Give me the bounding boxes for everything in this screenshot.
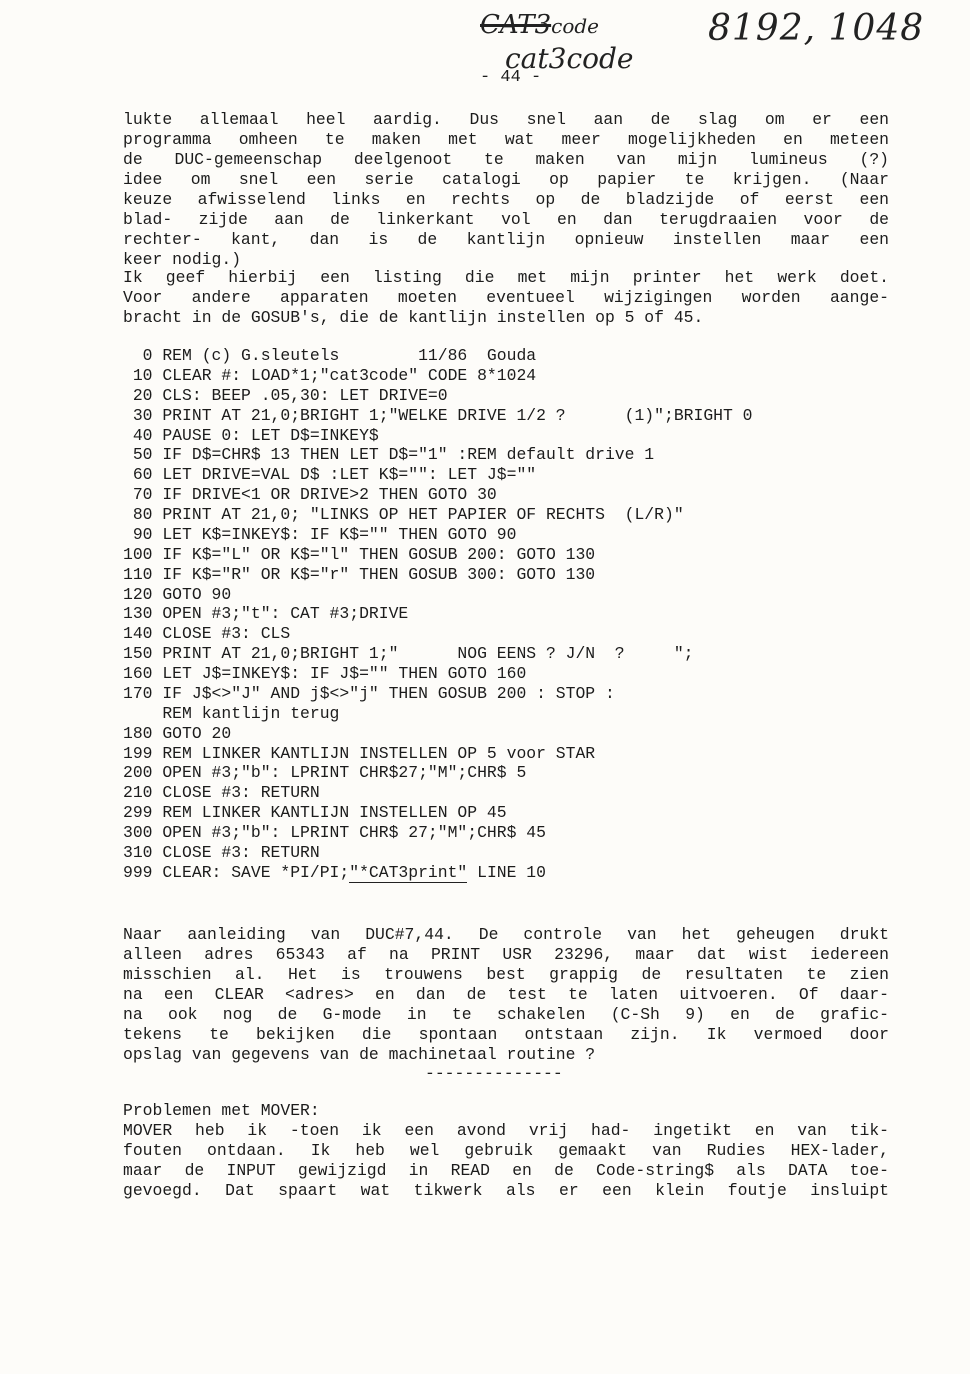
handwritten-numbers: 8192, 1048 — [708, 8, 925, 49]
listing-line: 0 REM (c) G.sleutels 11/86 Gouda — [123, 346, 537, 365]
paragraph-intro — [123, 110, 889, 270]
text-line: programma omheen te maken met wat meer mogelijkheden en meteen — [123, 130, 889, 149]
text-line: lukte allemaal heel aardig. Dus snel aan de slag om er een — [123, 110, 889, 129]
listing-line: 120 GOTO 90 — [123, 584, 232, 604]
listing-lines — [123, 346, 889, 863]
text-line: keer nodig.) — [123, 250, 242, 269]
problems-heading: Problemen met MOVER: — [123, 1101, 320, 1120]
listing-line: 100 IF K$="L" OR K$="l" THEN GOSUB 200: GOTO 130 — [123, 544, 596, 564]
text-line: fouten ontdaan. Ik heb wel gebruik gemaakt van Rudies HEX-lader, — [123, 1141, 889, 1160]
paragraph-listing-intro — [123, 268, 889, 328]
listing-last-before: 999 CLEAR: SAVE *PI/PI; — [123, 862, 350, 882]
text-line: bracht in de GOSUB's, die de kantlijn instellen op 5 of 45. — [123, 308, 704, 327]
listing-line: 70 IF DRIVE<1 OR DRIVE>2 THEN GOTO 30 — [123, 485, 497, 505]
problems-lines — [123, 1121, 889, 1201]
listing-line: 170 IF J$<>"J" AND j$<>"j" THEN GOSUB 200 : STOP : — [123, 683, 615, 703]
text-line: MOVER heb ik -toen ik een avond vrij had- ingetikt en van tik- — [123, 1121, 889, 1140]
listing-line: 40 PAUSE 0: LET D$=INKEY$ — [123, 425, 379, 445]
listing-line: 300 OPEN #3;"b": LPRINT CHR$ 27;"M";CHR$ 45 — [123, 823, 546, 842]
listing-line: 200 OPEN #3;"b": LPRINT CHR$27;"M";CHR$ 5 — [123, 763, 527, 783]
listing-line: 110 IF K$="R" OR K$="r" THEN GOSUB 300: GOTO 130 — [123, 564, 596, 584]
listing-line: 210 CLOSE #3: RETURN — [123, 783, 320, 803]
text-line: maar de INPUT gewijzigd in READ en de Code-string$ als DATA toe- — [123, 1161, 889, 1180]
text-line: opslag van gegevens van de machinetaal routine ? — [123, 1045, 596, 1064]
listing-last-after: LINE 10 — [467, 862, 546, 882]
text-line: misschien al. Het is trouwens best grappig de resultaten te zien — [123, 965, 889, 984]
listing-line: 50 IF D$=CHR$ 13 THEN LET D$="1" :REM default drive 1 — [123, 445, 655, 465]
text-line: de DUC-gemeenschap deelgenoot te maken van mijn lumineus (?) — [123, 150, 889, 169]
listing-line: 30 PRINT AT 21,0;BRIGHT 1;"WELKE DRIVE 1/2 ? (1)";BRIGHT 0 — [123, 405, 753, 425]
listing-line: 10 CLEAR #: LOAD*1;"cat3code" CODE 8*1024 — [123, 365, 537, 385]
paragraph-duc-memory-test — [123, 925, 889, 1065]
listing-line: 199 REM LINKER KANTLIJN INSTELLEN OP 5 voor STAR — [123, 743, 596, 763]
basic-listing — [123, 346, 889, 883]
text-line: Ik geef hierbij een listing die met mijn printer het werk doet. — [123, 268, 889, 287]
listing-line: 140 CLOSE #3: CLS — [123, 624, 291, 644]
text-line: tekens te bekijken die spontaan ontstaan zijn. Ik vermoed door — [123, 1025, 889, 1044]
struck-suffix: code — [551, 14, 600, 38]
listing-line-999 — [123, 863, 889, 883]
text-line: rechter- kant, dan is de kantlijn opnieuw instellen maar een — [123, 230, 889, 249]
listing-line: 130 OPEN #3;"t": CAT #3;DRIVE — [123, 604, 409, 624]
listing-line: 160 LET J$=INKEY$: IF J$="" THEN GOTO 160 — [123, 664, 527, 683]
listing-line: 299 REM LINKER KANTLIJN INSTELLEN OP 45 — [123, 803, 507, 823]
text-line: na ook nog de G-mode in te schakelen (C-Sh 9) en de grafic- — [123, 1005, 889, 1024]
listing-line: 60 LET DRIVE=VAL D$ :LET K$="": LET J$="" — [123, 465, 537, 485]
listing-line: 310 CLOSE #3: RETURN — [123, 842, 320, 862]
listing-line: REM kantlijn terug — [123, 703, 340, 723]
text-line: alleen adres 65343 af na PRINT USR 23296, maar dat wist iedereen — [123, 945, 889, 964]
listing-line: 150 PRINT AT 21,0;BRIGHT 1;" NOG EENS ? J/N ? "; — [123, 644, 694, 664]
listing-line: 20 CLS: BEEP .05,30: LET DRIVE=0 — [123, 385, 448, 405]
text-line: Naar aanleiding van DUC#7,44. De controle van het geheugen drukt — [123, 925, 889, 944]
struck-word: CAT3 — [480, 10, 552, 40]
page-number: - 44 - — [480, 68, 542, 87]
section-divider: -------------- — [425, 1064, 563, 1083]
text-line: gevoegd. Dat spaart wat tikwerk als er een klein foutje insluipt — [123, 1181, 889, 1200]
listing-line: 180 GOTO 20 — [123, 723, 232, 743]
text-line: Voor andere apparaten moeten eventueel wijzigingen worden aange- — [123, 288, 889, 307]
text-line: blad- zijde aan de linkerkant vol en dan terugdraaien voor de — [123, 210, 889, 229]
text-line: idee om snel een serie catalogi op papier te krijgen. (Naar — [123, 170, 889, 189]
handwritten-struck-note — [480, 10, 599, 40]
handwritten-correction: cat3code — [505, 42, 634, 75]
listing-line: 80 PRINT AT 21,0; "LINKS OP HET PAPIER OF RECHTS (L/R)" — [123, 505, 684, 524]
text-line: keuze afwisselend links en rechts op de bladzijde of eerst een — [123, 190, 889, 209]
listing-last-boxed: "*CAT3print" — [349, 862, 468, 882]
listing-line: 90 LET K$=INKEY$: IF K$="" THEN GOTO 90 — [123, 524, 517, 544]
text-line: na een CLEAR <adres> en dan de test te laten uitvoeren. Of daar- — [123, 985, 889, 1004]
section-problems-mover — [123, 1101, 889, 1201]
